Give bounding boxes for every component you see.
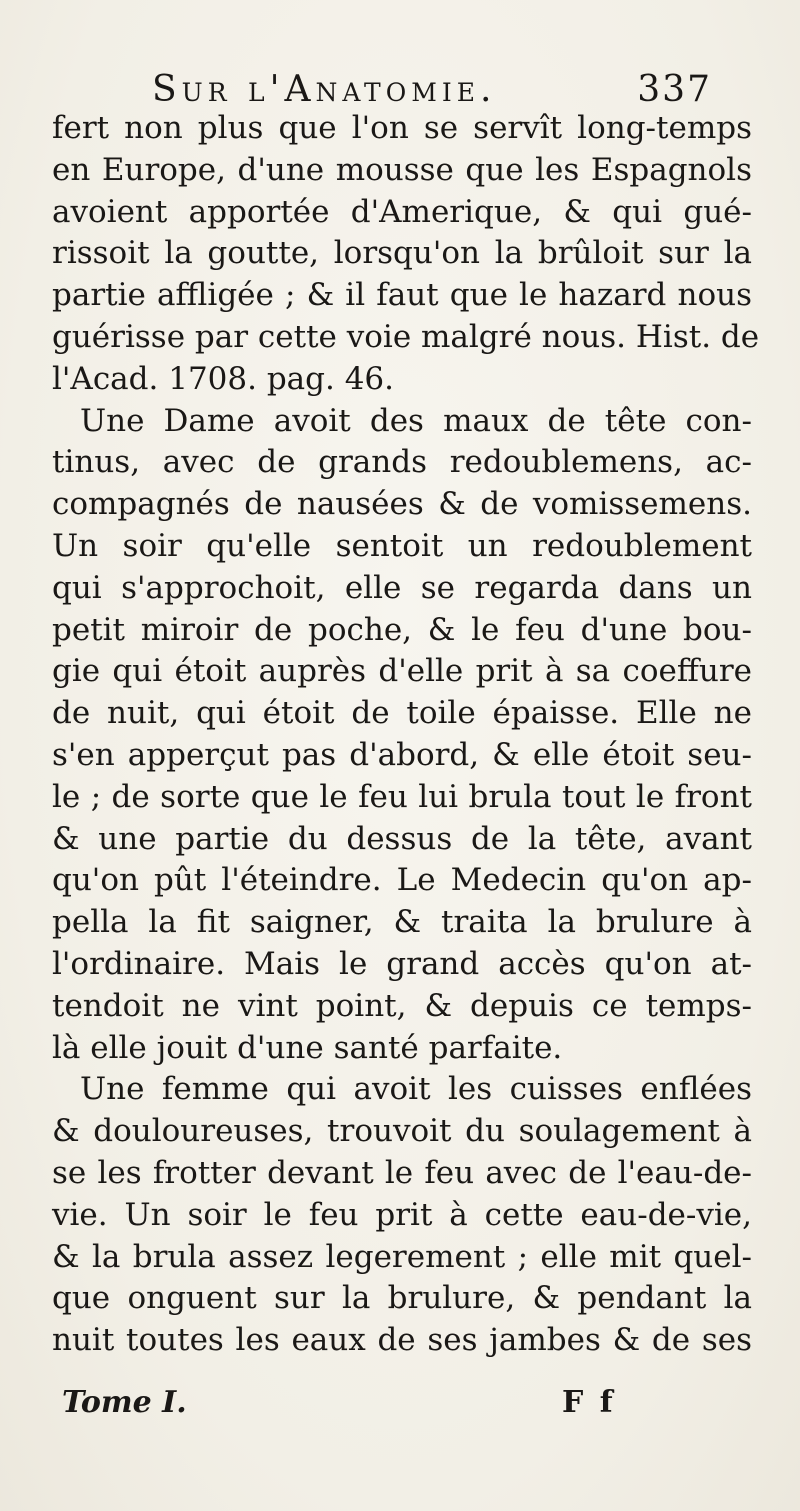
text-line: qui s'approchoit, elle se regarda dans un <box>52 569 752 606</box>
text-line: gie qui étoit auprès d'elle prit à sa coeffure <box>52 653 752 690</box>
paragraph-start-line: Une Dame avoit des maux de tête con- <box>80 402 752 439</box>
page-number: 337 <box>637 69 712 110</box>
text-line: tendoit ne vint point, & depuis ce temps- <box>52 987 752 1024</box>
text-line: s'en apperçut pas d'abord, & elle étoit seu- <box>52 736 752 773</box>
text-line: se les frotter devant le feu avec de l'eau-de- <box>52 1154 752 1191</box>
signature-mark: F f <box>562 1385 616 1420</box>
volume-label: Tome I. <box>62 1385 187 1420</box>
text-line: petit miroir de poche, & le feu d'une bou- <box>52 611 752 648</box>
text-line: vie. Un soir le feu prit à cette eau-de-vie, <box>52 1196 752 1233</box>
citation-line: l'Acad. 1708. pag. 46. <box>52 360 394 397</box>
text-line: en Europe, d'une mousse que les Espagnols <box>52 151 752 188</box>
text-line: guérisse par cette voie malgré nous. Hist. de <box>52 318 760 355</box>
text-line: nuit toutes les eaux de ses jambes & de ses <box>52 1322 752 1359</box>
text-line: que onguent sur la brulure, & pendant la <box>52 1280 752 1317</box>
body-text <box>52 108 760 1362</box>
text-line: de nuit, qui étoit de toile épaisse. Elle ne <box>52 695 752 732</box>
text-line: partie affligée ; & il faut que le hazard nous <box>52 277 752 314</box>
text-line: & douloureuses, trouvoit du soulagement à <box>52 1113 752 1150</box>
text-line: le ; de sorte que le feu lui brula tout le front <box>52 778 752 815</box>
text-line: tinus, avec de grands redoublemens, ac- <box>52 444 752 481</box>
running-title: Sur l'Anatomie. <box>152 69 497 110</box>
text-line: avoient apportée d'Amerique, & qui gué- <box>52 193 752 230</box>
text-line: pella la fit saigner, & traita la brulure à <box>52 904 752 941</box>
text-line: & une partie du dessus de la tête, avant <box>52 820 752 857</box>
text-line: là elle jouit d'une santé parfaite. <box>52 1029 563 1066</box>
text-line: l'ordinaire. Mais le grand accès qu'on at- <box>52 945 752 982</box>
text-line: rissoit la goutte, lorsqu'on la brûloit sur la <box>52 235 752 272</box>
text-line: & la brula assez legerement ; elle mit quel- <box>52 1238 752 1275</box>
text-line: Un soir qu'elle sentoit un redoublement <box>52 527 752 564</box>
text-line: compagnés de nausées & de vomissemens. <box>52 486 752 523</box>
paragraph-start-line: Une femme qui avoit les cuisses enflées <box>80 1071 752 1108</box>
text-line: qu'on pût l'éteindre. Le Medecin qu'on ap- <box>52 862 752 899</box>
page-footer <box>62 1382 742 1424</box>
page-header <box>152 68 712 112</box>
text-line: fert non plus que l'on se servît long-temps <box>52 110 752 146</box>
